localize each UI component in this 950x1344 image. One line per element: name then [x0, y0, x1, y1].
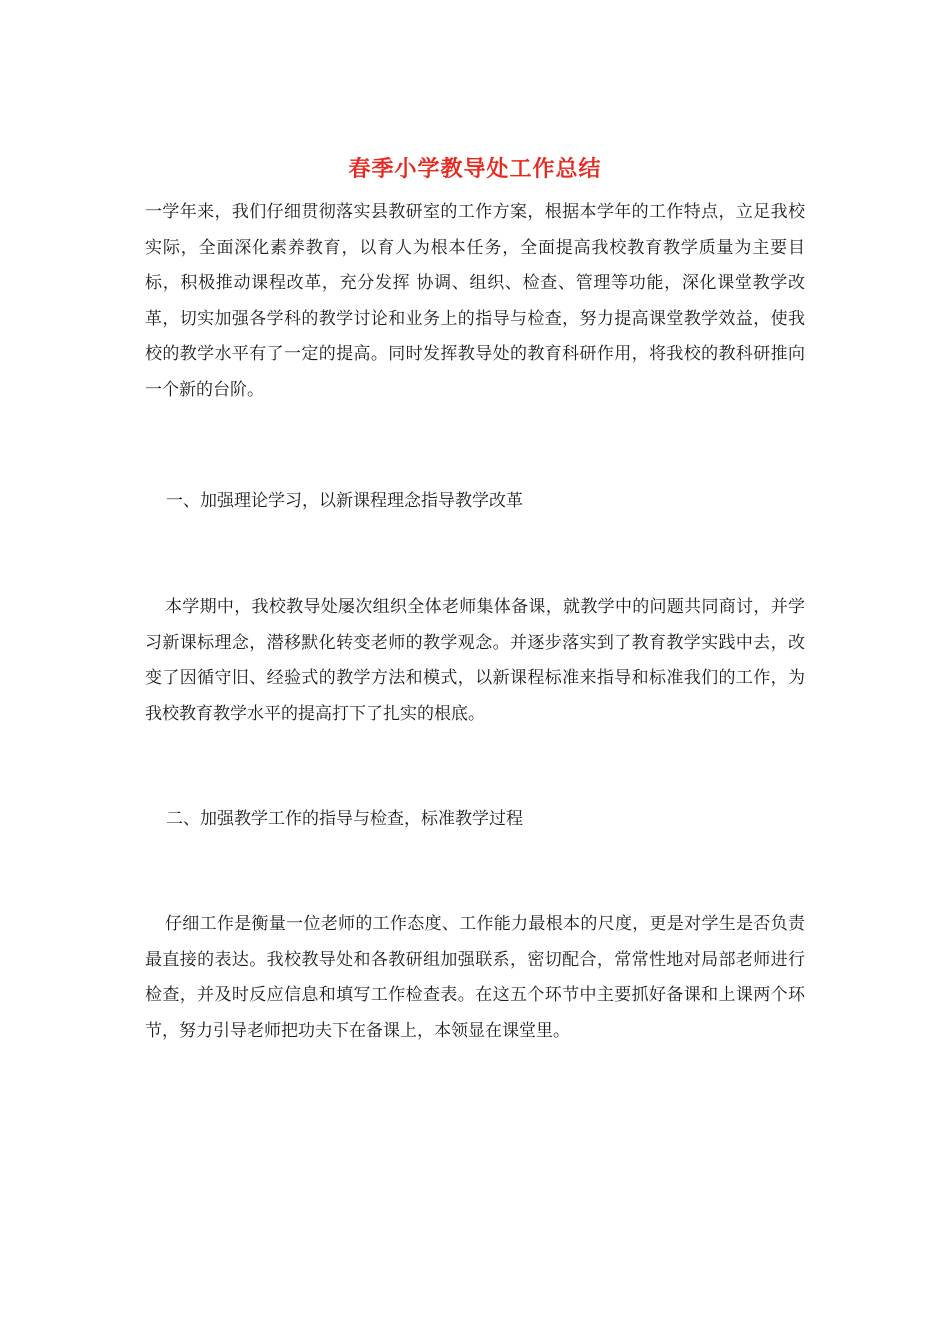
document-title: 春季小学教导处工作总结 [348, 156, 602, 182]
intro-paragraph: 一学年来，我们仔细贯彻落实县教研室的工作方案，根据本学年的工作特点，立足我校实际，全面深化素养教育，以育人为根本任务，全面提高我校教育教学质量为主要目标，积极推动课程改革，充分发挥 协调、组织、检查、管理等功能，深化课堂教学改革，切实加强各学科的教学讨论和业务上的指导与检查，努力提高课堂教学效益，使我校的教学水平有了一定的提高。同时发挥教导处的教育科研作用，将我校的教科研推向一个新的台阶。 [145, 202, 805, 400]
section-body-1: 本学期中，我校教导处屡次组织全体老师集体备课，就教学中的问题共同商讨，并学习新课标理念，潜移默化转变老师的教学观念。并逐步落实到了教育教学实践中去，改变了因循守旧、经验式的教学方法和模式，以新课程标准来指导和标准我们的工作，为我校教育教学水平的提高打下了扎实的根底。 [145, 597, 805, 724]
section-body-2: 仔细工作是衡量一位老师的工作态度、工作能力最根本的尺度，更是对学生是否负责最直接的表达。我校教导处和各教研组加强联系，密切配合，常常性地对局部老师进行检查，并及时反应信息和填写工作检查表。在这五个环节中主要抓好备课和上课两个环节，努力引导老师把功夫下在备课上，本领显在课堂里。 [145, 914, 805, 1041]
section-heading-2: 二、加强教学工作的指导与检查，标准教学过程 [166, 809, 523, 829]
section-heading-1: 一、加强理论学习，以新课程理念指导教学改革 [166, 491, 523, 511]
